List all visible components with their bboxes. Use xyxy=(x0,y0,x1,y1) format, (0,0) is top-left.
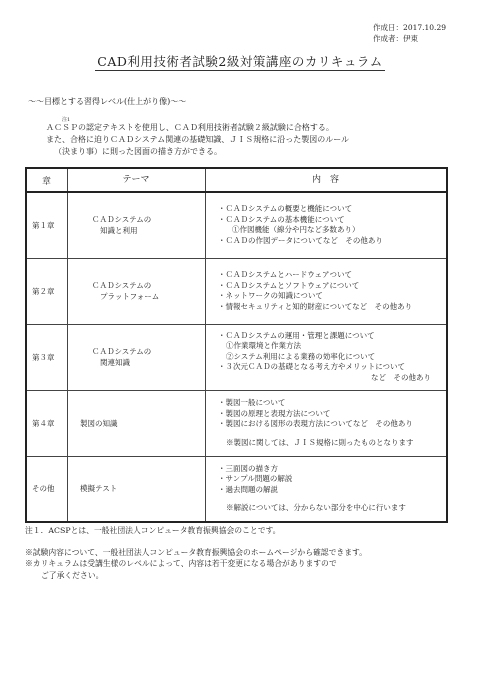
footnote-line: ※カリキュラムは受講生様のレベルによって、内容は若干変更になる場合がありますので xyxy=(25,559,337,568)
document-meta xyxy=(373,22,446,44)
intro-line: （決まり事）に則った図面の描き方ができる。 xyxy=(54,147,222,156)
header-theme: テーマ xyxy=(68,168,206,192)
intro-line: ＡＣＳＰの認定テキストを使用し、ＣＡＤ利用技術者試験２級試験に合格する。 xyxy=(46,123,334,132)
theme-line: ＣＡＤシステムの xyxy=(92,347,152,356)
theme-line: 模擬テスト xyxy=(80,484,118,494)
theme-line: 製図の知識 xyxy=(80,418,118,428)
content-cell xyxy=(206,258,448,324)
footnote-line: ご了承ください。 xyxy=(41,570,104,580)
theme-line: プラットフォーム xyxy=(100,292,160,301)
header-content: 内 容 xyxy=(206,168,448,192)
chapter-cell: 第１章 xyxy=(26,192,68,258)
table-row xyxy=(26,324,447,390)
content-cell xyxy=(206,456,448,522)
footnote-acsp: 注１．ACSPとは、一般社団法人コンピュータ教育振興協会のことです。 xyxy=(25,526,281,535)
content-line: ・製図の原理と表現方法について xyxy=(218,408,331,418)
theme-cell xyxy=(68,324,206,390)
content-line: ①作図機能（線分や円など多数あり） xyxy=(232,225,360,235)
content-line: ・ネットワークの知識について xyxy=(218,291,323,300)
intro-paragraph xyxy=(46,122,446,158)
theme-line: ＣＡＤシステムの xyxy=(92,215,152,225)
page-title xyxy=(0,52,480,70)
table-row xyxy=(26,192,447,258)
content-line: ・ＣＡＤシステムの運用・管理と課題について xyxy=(218,330,375,340)
content-line: ・製図における図形の表現方法についてなど その他あり xyxy=(218,419,413,428)
goal-heading: ～～目標とする習得レベル(仕上がり像)～～ xyxy=(28,97,187,106)
curriculum-table xyxy=(25,167,448,523)
content-line: ②システム利用による業務の効率化について xyxy=(226,351,376,361)
content-line: ・製図一般について xyxy=(218,398,286,407)
content-line: ※製図に関しては、ＪＩＳ規格に則ったものとなります xyxy=(226,437,414,447)
page-title-text: CAD利用技術者試験2級対策講座のカリキュラム xyxy=(97,54,383,69)
content-line: など その他あり xyxy=(371,372,431,382)
theme-line: 関連知識 xyxy=(100,358,130,367)
content-cell xyxy=(206,324,448,390)
created-date: 作成日：2017.10.29 xyxy=(373,23,446,32)
content-line: ・ＣＡＤシステムとハードウェアついて xyxy=(218,270,352,279)
content-line: ①作業環境と作業方法 xyxy=(226,341,301,351)
content-line: ・ＣＡＤシステムの基本機能について xyxy=(218,214,345,224)
table-row xyxy=(26,456,447,522)
chapter-cell: 第３章 xyxy=(26,324,68,390)
theme-line: 知識と利用 xyxy=(100,226,138,236)
content-line: ・情報セキュリティと知的財産についてなど その他あり xyxy=(218,301,413,311)
theme-cell xyxy=(68,390,206,456)
chapter-cell: その他 xyxy=(26,456,68,522)
note-marker: 注1 xyxy=(62,117,71,123)
chapter-cell: 第４章 xyxy=(26,390,68,456)
content-line: ・サンプル問題の解説 xyxy=(218,474,293,484)
table-row xyxy=(26,390,447,456)
content-cell xyxy=(206,390,448,456)
table-row xyxy=(26,258,447,324)
theme-cell xyxy=(68,258,206,324)
footer-notes xyxy=(25,525,465,581)
content-line: ・過去問題の解説 xyxy=(218,484,278,494)
content-line: ・３次元ＣＡＤの基礎となる考え方やメリットについて xyxy=(218,362,406,372)
content-line: ・ＣＡＤシステムとソフトウェアについて xyxy=(218,280,360,290)
theme-line: ＣＡＤシステムの xyxy=(92,281,152,290)
author: 作成者：伊東 xyxy=(373,34,419,43)
content-cell xyxy=(206,192,448,258)
theme-cell xyxy=(68,456,206,522)
theme-cell xyxy=(68,192,206,258)
content-line: ・三面図の描き方 xyxy=(218,463,278,473)
intro-line: また、合格に迫りＣＡＤシステム関連の基礎知識、ＪＩＳ規格に沿った製図のルール xyxy=(46,135,350,144)
chapter-cell: 第２章 xyxy=(26,258,68,324)
header-chapter: 章 xyxy=(26,168,68,192)
content-line: ・ＣＡＤシステムの概要と機能について xyxy=(218,204,353,214)
table-header-row xyxy=(26,168,447,192)
content-line: ※解説については、分からない部分を中心に行います xyxy=(226,503,406,513)
content-line: ・ＣＡＤの作図データについてなど その他あり xyxy=(218,235,383,245)
footnote-line: ※試験内容について、一般社団法人コンピュータ教育振興協会のホームページから確認できます。 xyxy=(25,547,367,557)
